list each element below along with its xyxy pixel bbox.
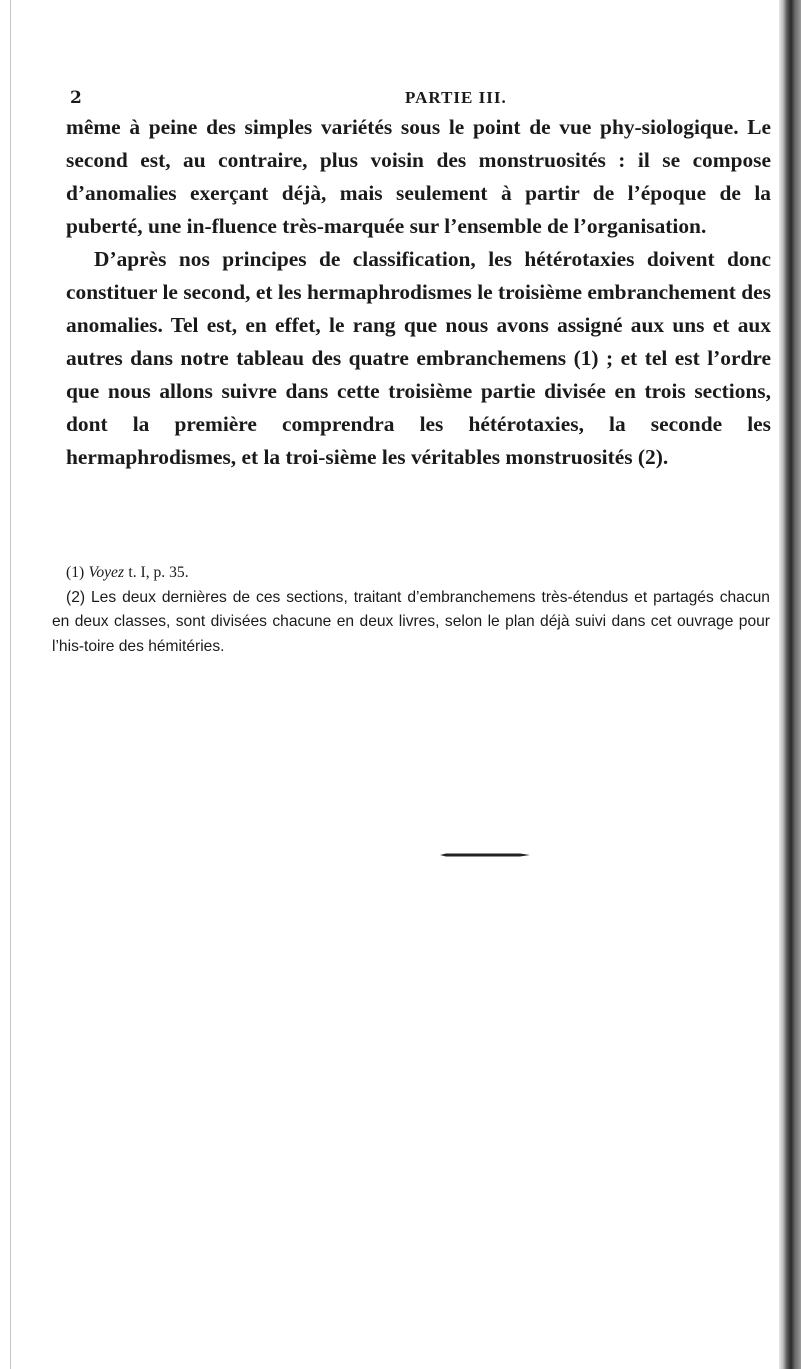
running-head: PARTIE III. (405, 88, 507, 107)
footnote-1-italic: Voyez (88, 564, 125, 581)
page-header (70, 88, 770, 112)
scan-right-edge (779, 0, 801, 1369)
end-ornament (440, 853, 530, 857)
footnote-2-text: Les deux dernières de ces sections, traitant d’embranchemens très-étendus et partagés chacun en deux classes, sont divisées chacune en deux livres, selon le plan déjà suivi dans cet ouvrage pour l’his-toire des hémitéries. (52, 588, 770, 655)
footnotes (52, 561, 770, 659)
footnote-2-label: (2) (66, 588, 86, 606)
body-text (66, 111, 771, 474)
footnote-2 (52, 586, 770, 660)
footnote-1-text: t. I, p. 35. (128, 564, 189, 581)
footnote-1-label: (1) (66, 564, 85, 581)
paragraph-2: D’après nos principes de classification, les hétérotaxies doivent donc constituer le second, et les hermaphrodismes le troisième embranchement des anomalies. Tel est, en effet, le rang que nous avons assigné aux uns et aux autres dans notre tableau des quatre embranchemens (1) ; et tel est l’ordre que nous allons suivre dans cette troisième partie divisée en trois sections, dont la première comprendra les hétérotaxies, la seconde les hermaphrodismes, et la troi-sième les véritables monstruosités (2). (66, 247, 771, 469)
page-number: 2 (70, 88, 82, 108)
paragraph-1: même à peine des simples variétés sous le point de vue phy-siologique. Le second est, au contraire, plus voisin des monstruosités : il se compose d’anomalies exerçant déjà, mais seulement à partir de l’époque de la puberté, une in-fluence très-marquée sur l’ensemble de l’organisation. (66, 115, 771, 238)
footnote-1 (52, 561, 770, 586)
scan-left-edge (10, 0, 11, 1369)
